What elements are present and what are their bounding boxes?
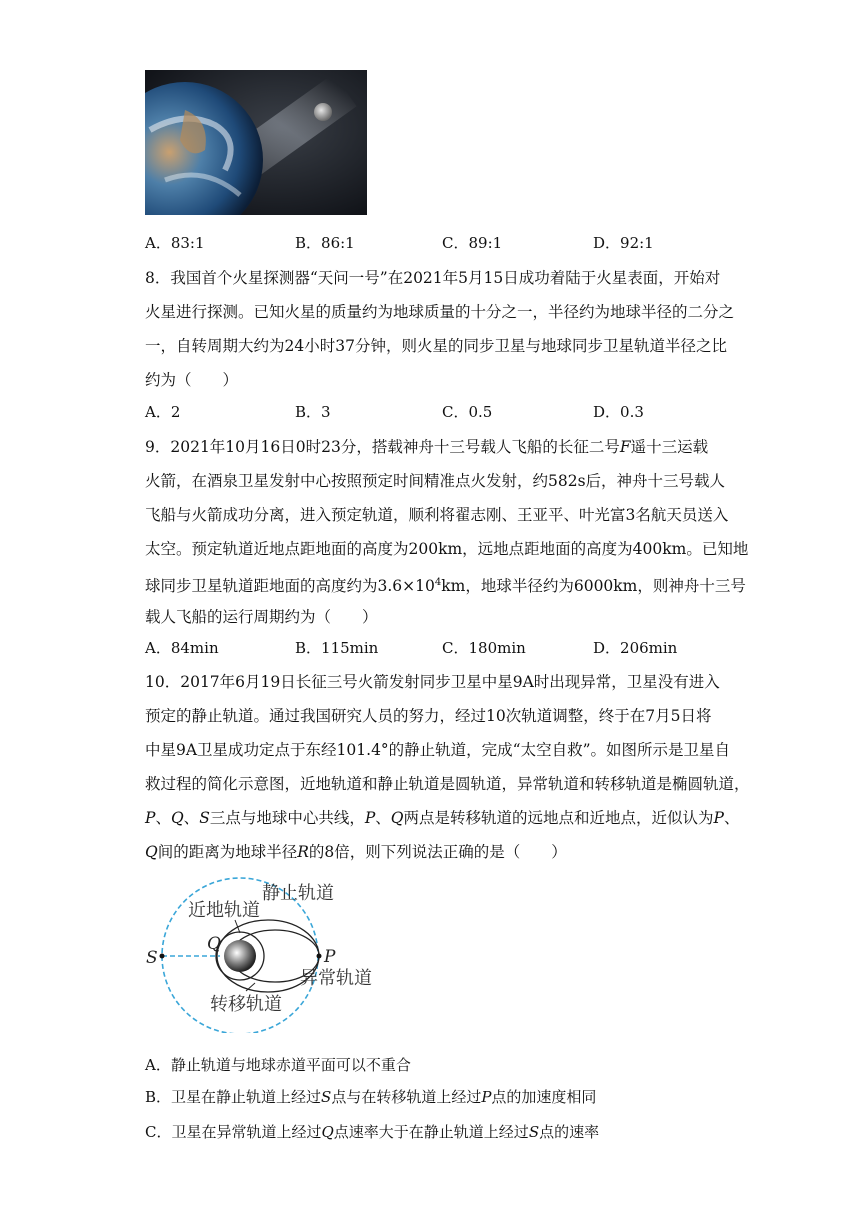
q10-line: 预定的静止轨道。通过我国研究人员的努力，经过10次轨道调整，终于在7月5日将	[145, 707, 712, 725]
q9-option-d[interactable]: D．206min	[593, 639, 678, 657]
label-point-s: S	[146, 948, 158, 968]
q8-line: 8．我国首个火星探测器“天问一号”在2021年5月15日成功着陆于火星表面，开始对	[145, 269, 721, 287]
q8-line: 一，自转周期大约为24小时37分钟，则火星的同步卫星与地球同步卫星轨道半径之比	[145, 337, 727, 355]
q10-line: P、Q、S三点与地球中心共线，P、Q两点是转移轨道的远地点和近地点，近似认为P、	[145, 809, 740, 827]
q10-line: Q间的距离为地球半径R的8倍，则下列说法正确的是（ ）	[145, 843, 567, 861]
q7-option-c[interactable]: C．89:1	[442, 234, 503, 252]
q9-line: 太空。预定轨道近地点距地面的高度为200km，远地点距地面的高度为400km。已知地	[145, 540, 749, 558]
label-transfer-orbit: 转移轨道	[210, 994, 282, 1015]
label-abnormal-orbit: 异常轨道	[300, 968, 372, 989]
orbit-diagram	[140, 873, 410, 1033]
q8-option-c[interactable]: C．0.5	[442, 403, 493, 421]
q7-option-b[interactable]: B．86:1	[295, 234, 355, 252]
q9-line: 9．2021年10月16日0时23分，搭载神舟十三号载人飞船的长征二号F遥十三运载	[145, 438, 709, 456]
q10-choice-b[interactable]: B．卫星在静止轨道上经过S点与在转移轨道上经过P点的加速度相同	[145, 1088, 597, 1106]
q7-options	[145, 232, 745, 256]
question-9	[145, 430, 749, 634]
q9-line: 球同步卫星轨道距地面的高度约为$3.6\times 10^4km$，地球半径约为6000km，则神舟十三号	[145, 577, 746, 596]
q9-option-a[interactable]: A．84min	[145, 639, 219, 657]
q8-option-a[interactable]: A．2	[145, 403, 181, 421]
earth-moon-photo	[145, 70, 367, 215]
q9-line: 飞船与火箭成功分离，进入预定轨道，顺利将翟志刚、王亚平、叶光富3名航天员送入	[145, 506, 729, 524]
point-s-dot	[160, 954, 165, 959]
q8-options	[145, 401, 745, 425]
q9-line: 载人飞船的运行周期约为（ ）	[145, 608, 378, 626]
q9-line: 火箭，在酒泉卫星发射中心按照预定时间精准点火发射，约582s后，神舟十三号载人	[145, 472, 726, 490]
question-8	[145, 261, 735, 397]
q10-choice-a[interactable]: A．静止轨道与地球赤道平面可以不重合	[145, 1056, 411, 1074]
label-point-q: Q	[207, 934, 221, 954]
q8-line: 火星进行探测。已知火星的质量约为地球质量的十分之一，半径约为地球半径的二分之	[145, 303, 735, 321]
q9-options	[145, 637, 745, 661]
point-p-dot	[317, 954, 322, 959]
q9-option-b[interactable]: B．115min	[295, 639, 379, 657]
question-10	[145, 665, 750, 869]
q10-line: 中星9A卫星成功定点于东经101.4°的静止轨道，完成“太空自救”。如图所示是卫星自	[145, 741, 731, 759]
label-static-orbit: 静止轨道	[262, 883, 334, 904]
q8-option-d[interactable]: D．0.3	[593, 403, 644, 421]
q7-option-a[interactable]: A．83:1	[145, 234, 205, 252]
earth-sphere	[224, 940, 256, 972]
q8-line: 约为（ ）	[145, 371, 239, 389]
label-point-p: P	[324, 947, 336, 967]
q10-choice-c[interactable]: C．卫星在异常轨道上经过Q点速率大于在静止轨道上经过S点的速率	[145, 1123, 600, 1141]
q7-option-d[interactable]: D．92:1	[593, 234, 654, 252]
q8-option-b[interactable]: B．3	[295, 403, 331, 421]
q10-line: 救过程的简化示意图，近地轨道和静止轨道是圆轨道，异常轨道和转移轨道是椭圆轨道，	[145, 775, 750, 793]
label-near-orbit: 近地轨道	[188, 900, 260, 921]
q10-line: 10．2017年6月19日长征三号火箭发射同步卫星中星9A时出现异常，卫星没有进入	[145, 673, 720, 691]
q9-option-c[interactable]: C．180min	[442, 639, 526, 657]
